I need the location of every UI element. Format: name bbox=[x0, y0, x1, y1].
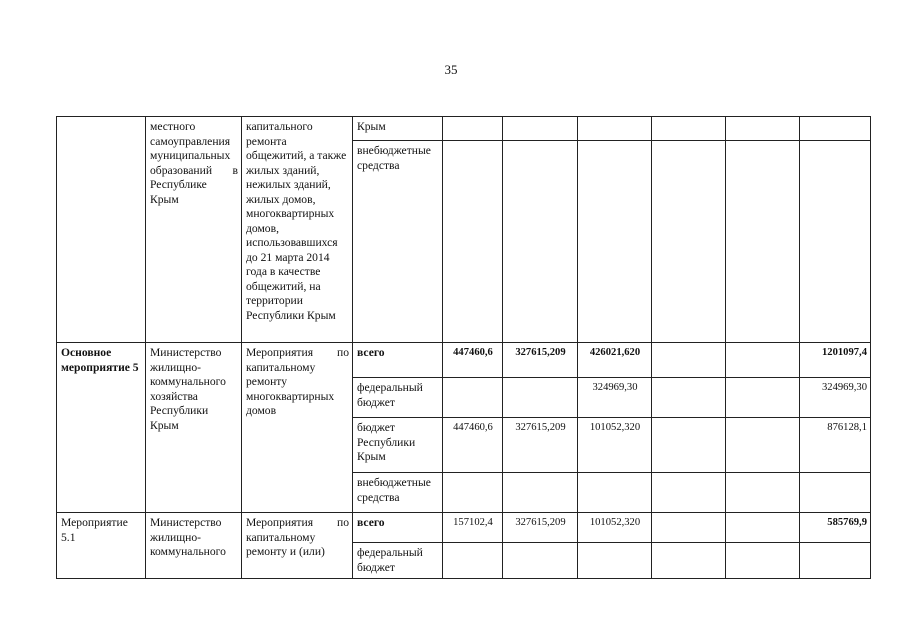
value-cell bbox=[443, 378, 503, 418]
source-cell: федеральный бюджет bbox=[353, 543, 443, 579]
value-cell bbox=[800, 117, 871, 141]
value-cell bbox=[652, 343, 726, 378]
program-name-cell: Основное мероприятие 5 bbox=[57, 343, 146, 513]
value-cell bbox=[800, 543, 871, 579]
value-cell bbox=[578, 141, 652, 343]
value-cell: 327615,209 bbox=[503, 513, 578, 543]
value-cell: 101052,320 bbox=[578, 418, 652, 473]
value-cell bbox=[578, 473, 652, 513]
source-cell: внебюджетные средства bbox=[353, 473, 443, 513]
value-cell bbox=[652, 418, 726, 473]
value-cell bbox=[652, 473, 726, 513]
value-cell bbox=[443, 117, 503, 141]
value-cell: 327615,209 bbox=[503, 343, 578, 378]
value-cell: 101052,320 bbox=[578, 513, 652, 543]
value-cell bbox=[503, 141, 578, 343]
value-cell bbox=[443, 543, 503, 579]
value-cell bbox=[652, 513, 726, 543]
table-row bbox=[57, 343, 871, 378]
source-cell: всего bbox=[353, 343, 443, 378]
table-row bbox=[57, 117, 871, 141]
value-cell bbox=[726, 543, 800, 579]
value-cell bbox=[503, 117, 578, 141]
value-cell bbox=[503, 473, 578, 513]
value-cell bbox=[652, 378, 726, 418]
source-cell: бюджет Республики Крым bbox=[353, 418, 443, 473]
source-cell: внебюджетные средства bbox=[353, 141, 443, 343]
value-cell bbox=[726, 117, 800, 141]
value-cell: 447460,6 bbox=[443, 418, 503, 473]
value-cell bbox=[652, 141, 726, 343]
value-cell bbox=[726, 513, 800, 543]
value-cell: 585769,9 bbox=[800, 513, 871, 543]
event-cell: Мероприятия по капитальному ремонту и (или) bbox=[242, 513, 353, 579]
program-name-cell bbox=[57, 117, 146, 343]
value-cell bbox=[578, 543, 652, 579]
value-cell: 324969,30 bbox=[800, 378, 871, 418]
value-cell bbox=[652, 543, 726, 579]
table-row bbox=[57, 513, 871, 543]
value-cell bbox=[800, 141, 871, 343]
value-cell bbox=[443, 141, 503, 343]
value-cell bbox=[652, 117, 726, 141]
page-number: 35 bbox=[444, 62, 458, 77]
value-cell bbox=[726, 141, 800, 343]
value-cell bbox=[726, 343, 800, 378]
source-cell: Крым bbox=[353, 117, 443, 141]
source-cell: федеральный бюджет bbox=[353, 378, 443, 418]
event-cell: капитального ремонта общежитий, а также жилых зданий, нежилых зданий, жилых домов, многоквартирных домов, использовавшихся до 21 марта 2014 года в качестве общежитий, на территории Республики Крым bbox=[242, 117, 353, 343]
value-cell bbox=[726, 473, 800, 513]
value-cell bbox=[726, 418, 800, 473]
value-cell bbox=[726, 378, 800, 418]
executor-cell: местного самоуправления муниципальных образований в Республике Крым bbox=[146, 117, 242, 343]
value-cell: 327615,209 bbox=[503, 418, 578, 473]
value-cell bbox=[503, 543, 578, 579]
value-cell: 447460,6 bbox=[443, 343, 503, 378]
value-cell bbox=[578, 117, 652, 141]
value-cell bbox=[443, 473, 503, 513]
executor-cell: Министерство жилищно-коммунального bbox=[146, 513, 242, 579]
value-cell bbox=[503, 378, 578, 418]
budget-table bbox=[56, 116, 871, 579]
value-cell: 324969,30 bbox=[578, 378, 652, 418]
executor-cell: Министерство жилищно-коммунального хозяйства Республики Крым bbox=[146, 343, 242, 513]
value-cell: 426021,620 bbox=[578, 343, 652, 378]
event-cell: Мероприятия по капитальному ремонту многоквартирных домов bbox=[242, 343, 353, 513]
source-cell: всего bbox=[353, 513, 443, 543]
program-name-cell: Мероприятие 5.1 bbox=[57, 513, 146, 579]
value-cell: 157102,4 bbox=[443, 513, 503, 543]
value-cell bbox=[800, 473, 871, 513]
value-cell: 1201097,4 bbox=[800, 343, 871, 378]
value-cell: 876128,1 bbox=[800, 418, 871, 473]
